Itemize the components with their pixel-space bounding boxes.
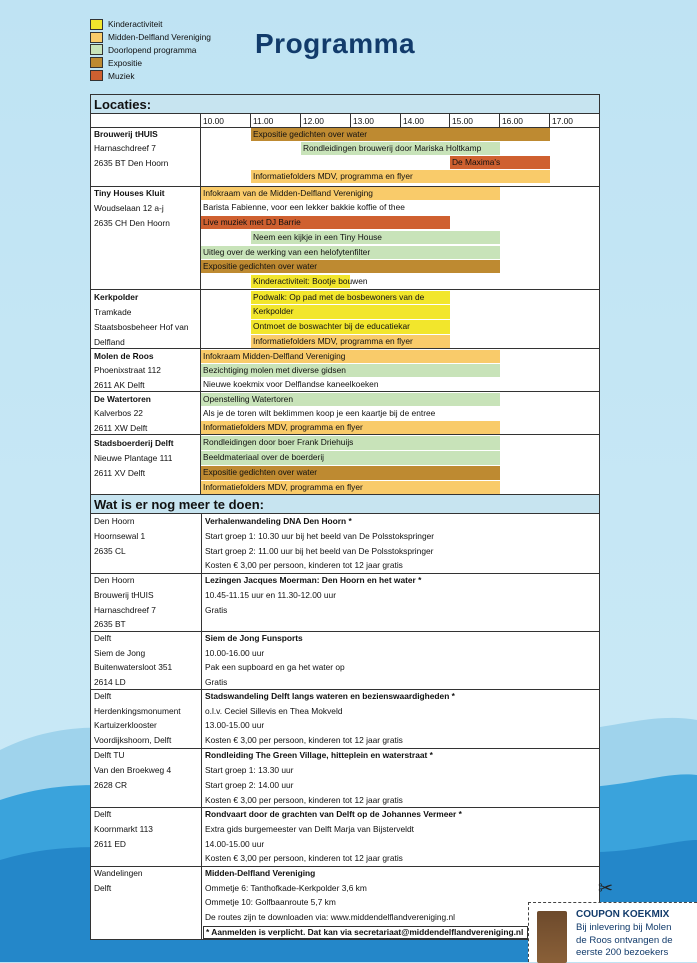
divider: [91, 434, 599, 435]
location-address: Harnaschdreef 7: [94, 143, 156, 153]
activity-detail: 13.00-15.00 uur: [205, 720, 265, 730]
legend-label: Midden-Delfland Vereniging: [108, 32, 211, 43]
coupon-line: de Roos ontvangen de: [576, 934, 673, 946]
activity-detail: Pak een supboard en ga het water op: [205, 662, 345, 672]
coupon-line: Bij inlevering bij Molen: [576, 922, 672, 933]
divider: [449, 114, 450, 128]
legend-swatch: [90, 32, 103, 43]
event-bar: Informatiefolders MDV, programma en flyer: [251, 170, 550, 183]
activity-location: Siem de Jong: [94, 648, 146, 658]
event-bar: Kinderactiviteit: Bootje bouwen: [253, 276, 368, 286]
location-name: Brouwerij tHUIS: [94, 129, 158, 139]
activity-location: Delft: [94, 691, 112, 701]
divider: [91, 348, 599, 349]
event-bar: Rondleidingen brouwerij door Mariska Holtkamp: [301, 142, 500, 155]
activity-title: Midden-Delfland Vereniging: [205, 868, 316, 878]
download-link[interactable]: De routes zijn te downloaden via: www.middendelflandvereniging.nl: [205, 912, 456, 922]
activity-title: Rondvaart door de grachten van Delft op de Johannes Vermeer *: [205, 809, 462, 819]
location-address: Nieuwe Plantage 111: [94, 453, 173, 463]
activity-location: 2614 LD: [94, 677, 126, 687]
locaties-heading: Locaties:: [91, 95, 599, 114]
activity-title: Rondleiding The Green Village, hitteplein en waterstraat *: [205, 750, 433, 760]
activity-location: Herdenkingsmonument: [94, 706, 181, 716]
activity-detail: Gratis: [205, 605, 228, 615]
event-bar: Ontmoet de boswachter bij de educatiekar: [251, 320, 450, 334]
event-bar: Als je de toren wilt beklimmen koop je een kaartje bij de entree: [201, 407, 500, 420]
legend-label: Doorlopend programma: [108, 44, 197, 55]
event-bar: Kerkpolder: [251, 305, 450, 319]
legend-item: [90, 56, 211, 69]
coupon-line: eerste 200 bezoekers: [576, 947, 669, 959]
divider: [200, 114, 201, 495]
divider: [499, 114, 500, 128]
coupon-text: [576, 922, 696, 960]
event-bar: Informatiefolders MDV, programma en flyer: [251, 335, 450, 348]
location-address: Staatsbosbeheer Hof van: [94, 322, 189, 332]
location-name: Molen de Roos: [94, 351, 154, 361]
legend-item: [90, 69, 211, 82]
event-bar: Informatiefolders MDV, programma en flyer: [201, 481, 500, 494]
hour-label: 14.00: [403, 116, 424, 126]
hour-label: 17.00: [552, 116, 573, 126]
activity-location: Van den Broekweg 4: [94, 765, 172, 775]
divider: [300, 114, 301, 128]
activity-detail: Extra gids burgemeester van Delft Marja van Bijsterveldt: [205, 824, 414, 834]
hour-label: 11.00: [253, 116, 274, 126]
legend-swatch: [90, 70, 103, 81]
divider: [350, 114, 351, 128]
divider: [549, 114, 550, 128]
legend-item: [90, 44, 211, 57]
activity-location: Voordijkshoorn, Delft: [94, 735, 172, 745]
coupon: [528, 902, 697, 962]
activity-location: Wandelingen: [94, 868, 143, 878]
event-bar: Neem een kijkje in een Tiny House: [251, 231, 500, 244]
event-bar: Openstelling Watertoren: [201, 393, 500, 406]
activity-detail: Kosten € 3,00 per persoon, kinderen tot 12 jaar gratis: [205, 560, 403, 570]
event-bar: Infokraam van de Midden-Delfland Vereniging: [201, 187, 500, 200]
legend-label: Muziek: [108, 70, 135, 81]
activity-location: Harnaschdreef 7: [94, 605, 156, 615]
hour-label: 15.00: [452, 116, 473, 126]
legend-swatch: [90, 19, 103, 30]
location-address: Kalverbos 22: [94, 408, 143, 418]
location-address: Phoenixstraat 112: [94, 365, 161, 375]
event-bar: De Maxima's: [450, 156, 550, 169]
legend-item: [90, 18, 211, 31]
divider: [91, 289, 599, 290]
legend-item: [90, 31, 211, 44]
activity-location: Delft: [94, 633, 112, 643]
legend-label: Expositie: [108, 57, 142, 68]
activity-location: Kartuizerklooster: [94, 720, 157, 730]
event-bar: Barista Fabienne, voor een lekker bakkie koffie of thee: [201, 201, 500, 214]
activity-detail: Ommetje 6: Tanthofkade-Kerkpolder 3,6 km: [205, 883, 367, 893]
activity-detail: Start groep 2: 11.00 uur bij het beeld van De Polsstokspringer: [205, 546, 434, 556]
activity-location: Delft TU: [94, 750, 125, 760]
event-bar: Bezichtiging molen met diverse gidsen: [201, 364, 500, 377]
page-title: Programma: [255, 28, 416, 59]
activity-detail: Kosten € 3,00 per persoon, kinderen tot 12 jaar gratis: [205, 735, 403, 745]
activity-location: Den Hoorn: [94, 575, 135, 585]
location-address: Woudselaan 12 a-j: [94, 203, 164, 213]
registration-note: * Aanmelden is verplicht. Dat kan via secretariaat@middendelflandvereniging.nl: [203, 926, 528, 939]
coupon-title: COUPON KOEKMIX: [576, 909, 670, 920]
koekmix-package-image: [537, 911, 567, 963]
event-bar: Expositie gedichten over water: [201, 466, 500, 480]
scissors-icon: ✂: [598, 878, 614, 898]
activity-location: 2628 CR: [94, 780, 128, 790]
hour-label: 13.00: [353, 116, 374, 126]
activity-location: 2635 CL: [94, 546, 126, 556]
divider: [91, 391, 599, 392]
activity-detail: Start groep 1: 10.30 uur bij het beeld van De Polsstokspringer: [205, 531, 435, 541]
event-bar: Infokraam Midden-Delfland Vereniging: [201, 350, 500, 363]
activity-detail: 14.00-15.00 uur: [205, 839, 265, 849]
location-postcode: 2611 AK Delft: [94, 380, 145, 390]
divider: [250, 114, 251, 128]
location-name: De Watertoren: [94, 394, 151, 404]
activity-title: Stadswandeling Delft langs wateren en bezienswaardigheden *: [205, 691, 455, 701]
activity-location: Delft: [94, 809, 112, 819]
hour-label: 10.00: [203, 116, 224, 126]
activity-detail: 10.45-11.15 uur en 11.30-12.00 uur: [205, 590, 336, 600]
location-postcode: 2611 XW Delft: [94, 423, 148, 433]
activity-location: 2635 BT: [94, 619, 126, 629]
legend: [90, 18, 211, 82]
activity-detail: Start groep 2: 14.00 uur: [205, 780, 294, 790]
legend-label: Kinderactiviteit: [108, 19, 163, 30]
location-postcode: 2635 BT Den Hoorn: [94, 158, 169, 168]
event-bar: Podwalk: Op pad met de bosbewoners van de: [251, 291, 450, 304]
activity-detail: Kosten € 3,00 per persoon, kinderen tot 12 jaar gratis: [205, 795, 403, 805]
activity-location: 2611 ED: [94, 839, 126, 849]
location-name: Tiny Houses Kluit: [94, 188, 165, 198]
location-address: Delfland: [94, 337, 125, 347]
event-bar: Expositie gedichten over water: [201, 260, 500, 273]
meer-heading: Wat is er nog meer te doen:: [91, 495, 599, 514]
location-postcode: 2611 XV Delft: [94, 468, 146, 478]
activity-detail: 10.00-16.00 uur: [205, 648, 265, 658]
location-name: Stadsboerderij Delft: [94, 438, 174, 448]
event-bar: Live muziek met DJ Barrie: [201, 216, 450, 229]
divider: [91, 186, 599, 187]
event-bar: Rondleidingen door boer Frank Driehuijs: [201, 436, 500, 450]
activity-location: Den Hoorn: [94, 516, 135, 526]
location-address: Tramkade: [94, 307, 132, 317]
event-bar: Informatiefolders MDV, programma en flyer: [201, 421, 500, 434]
activity-location: Brouwerij tHUIS: [94, 590, 154, 600]
location-postcode: 2635 CH Den Hoorn: [94, 218, 170, 228]
legend-swatch: [90, 57, 103, 68]
activity-location: Delft: [94, 883, 112, 893]
event-bar: Uitleg over de werking van een helofytenfilter: [201, 246, 500, 259]
legend-swatch: [90, 44, 103, 55]
divider: [400, 114, 401, 128]
hour-label: 16.00: [502, 116, 523, 126]
activity-location: Koornmarkt 113: [94, 824, 153, 834]
activity-detail: o.l.v. Ceciel Sillevis en Thea Mokveld: [205, 706, 343, 716]
activity-location: Buitenwatersloot 351: [94, 662, 173, 672]
location-name: Kerkpolder: [94, 292, 139, 302]
activity-detail: Kosten € 3,00 per persoon, kinderen tot 12 jaar gratis: [205, 853, 403, 863]
hour-label: 12.00: [303, 116, 324, 126]
activity-location: Hoornsewal 1: [94, 531, 146, 541]
event-bar: Nieuwe koekmix voor Delflandse kaneelkoeken: [201, 378, 500, 391]
event-bar: Beeldmateriaal over de boerderij: [201, 451, 500, 465]
activity-detail: Gratis: [205, 677, 228, 687]
activity-detail: Start groep 1: 13.30 uur: [205, 765, 294, 775]
activity-detail: Ommetje 10: Golfbaanroute 5,7 km: [205, 897, 336, 907]
activity-title: Siem de Jong Funsports: [205, 633, 303, 643]
activity-title: Verhalenwandeling DNA Den Hoorn *: [205, 516, 352, 526]
event-bar: Expositie gedichten over water: [251, 128, 550, 141]
activity-title: Lezingen Jacques Moerman: Den Hoorn en het water *: [205, 575, 422, 585]
